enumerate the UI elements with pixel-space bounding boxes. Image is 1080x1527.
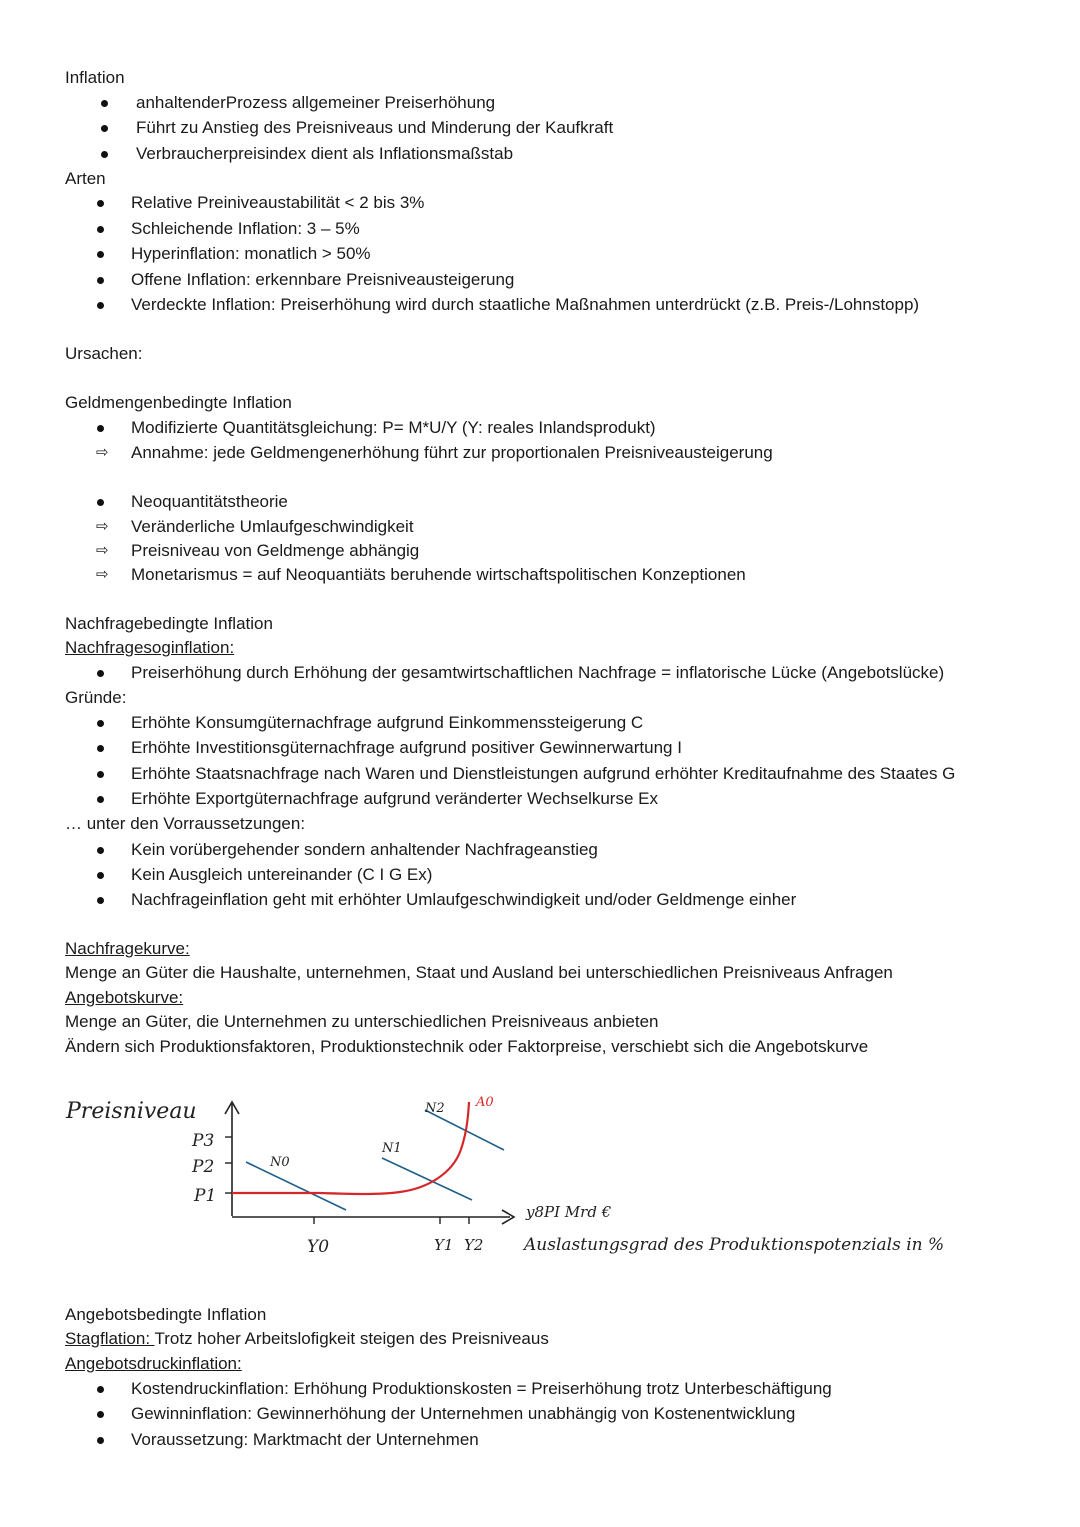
list-item: Erhöhte Exportgüternachfrage aufgrund veränderter Wechselkurse Ex	[131, 789, 658, 808]
label-vorraussetzungen: … unter den Vorraussetzungen:	[65, 814, 306, 833]
arrow-icon: ⇨	[96, 518, 109, 535]
label-n2: N2	[425, 1101, 445, 1116]
bullet-icon	[97, 897, 104, 904]
section-title-nachfrage: Nachfragebedingte Inflation	[65, 614, 273, 633]
section-title-angebot: Angebotsbedingte Inflation	[65, 1305, 267, 1324]
bullet-icon	[97, 872, 104, 879]
list-item: Führt zu Anstieg des Preisniveaus und Minderung der Kaufkraft	[136, 118, 614, 137]
bullet-icon	[97, 499, 104, 506]
subheading-angebotsdruck: Angebotsdruckinflation:	[65, 1354, 242, 1373]
list-item: Voraussetzung: Marktmacht der Unternehmen	[131, 1430, 479, 1449]
list-item: Kostendruckinflation: Erhöhung Produktionskosten = Preiserhöhung trotz Unterbeschäftigung	[131, 1379, 832, 1398]
tick-label-p2: P2	[192, 1157, 215, 1177]
list-item: anhaltenderProzess allgemeiner Preiserhöhung	[136, 93, 496, 112]
tick-label-p3: P3	[192, 1131, 215, 1151]
stagflation-line	[65, 1328, 549, 1350]
label-n0: N0	[270, 1155, 290, 1170]
bullet-icon	[97, 1411, 104, 1418]
list-item: Modifizierte Quantitätsgleichung: P= M*U/Y (Y: reales Inlandsprodukt)	[131, 418, 656, 437]
tick-label-y1: Y1	[434, 1236, 454, 1254]
list-item: Verdeckte Inflation: Preiserhöhung wird durch staatliche Maßnahmen unterdrückt (z.B. Preis-/Lohnstopp)	[131, 295, 920, 314]
arrow-icon: ⇨	[96, 542, 109, 559]
label-gruende: Gründe:	[65, 688, 127, 707]
subheading-nachfragekurve: Nachfragekurve:	[65, 939, 190, 958]
subheading-stagflation: Stagflation:	[65, 1329, 155, 1348]
bullet-icon	[101, 125, 108, 132]
list-item: Veränderliche Umlaufgeschwindigkeit	[131, 517, 414, 536]
list-item: Erhöhte Konsumgüternachfrage aufgrund Einkommenssteigerung C	[131, 713, 644, 732]
subheading-nachfragesog: Nachfragesoginflation:	[65, 638, 235, 657]
y-axis-label: Preisniveau	[66, 1099, 197, 1124]
arrow-icon: ⇨	[96, 566, 109, 583]
tick-label-y2: Y2	[464, 1236, 484, 1254]
label-a0: A0	[476, 1095, 494, 1110]
bullet-icon	[97, 277, 104, 284]
bullet-icon	[97, 302, 104, 309]
demand-curve-n1	[382, 1158, 472, 1200]
arrow-icon: ⇨	[96, 444, 109, 461]
list-item: Nachfrageinflation geht mit erhöhter Umlaufgeschwindigkeit und/oder Geldmenge einher	[131, 890, 797, 909]
bullet-icon	[97, 796, 104, 803]
tick-label-p1: P1	[194, 1186, 217, 1206]
bullet-icon	[97, 251, 104, 258]
list-item: Verbraucherpreisindex dient als Inflationsmaßstab	[136, 144, 514, 163]
bullet-icon	[97, 1386, 104, 1393]
list-item: Annahme: jede Geldmengenerhöhung führt zur proportionalen Preisniveausteigerung	[131, 443, 773, 462]
x-axis-label-1: y8PI Mrd €	[526, 1203, 612, 1221]
bullet-icon	[101, 100, 108, 107]
list-item: Kein Ausgleich untereinander (C I G Ex)	[131, 865, 433, 884]
list-item: Schleichende Inflation: 3 – 5%	[131, 219, 360, 238]
list-item: Gewinninflation: Gewinnerhöhung der Unternehmen unabhängig von Kostenentwicklung	[131, 1404, 796, 1423]
list-item: Preisniveau von Geldmenge abhängig	[131, 541, 420, 560]
bullet-icon	[97, 745, 104, 752]
bullet-icon	[101, 151, 108, 158]
list-item: Relative Preiniveaustabilität < 2 bis 3%	[131, 193, 425, 212]
x-axis-label-2: Auslastungsgrad des Produktionspotenzials in %	[524, 1235, 945, 1255]
bullet-icon	[97, 200, 104, 207]
bullet-icon	[97, 720, 104, 727]
bullet-icon	[97, 670, 104, 677]
list-item: Monetarismus = auf Neoquantiäts beruhende wirtschaftspolitischen Konzeptionen	[131, 565, 746, 584]
list-item: Preiserhöhung durch Erhöhung der gesamtwirtschaftlichen Nachfrage = inflatorische Lücke (Angebotslücke)	[131, 663, 945, 682]
paragraph: Ändern sich Produktionsfaktoren, Produktionstechnik oder Faktorpreise, verschiebt sich die Angebotskurve	[65, 1037, 869, 1056]
list-item: Neoquantitätstheorie	[131, 492, 288, 511]
section-title-arten: Arten	[65, 169, 106, 188]
section-title-inflation: Inflation	[65, 68, 125, 87]
bullet-icon	[97, 425, 104, 432]
demand-curve-n2	[425, 1110, 504, 1150]
list-item: Erhöhte Investitionsgüternachfrage aufgrund positiver Gewinnerwartung I	[131, 738, 682, 757]
list-item: Offene Inflation: erkennbare Preisniveausteigerung	[131, 270, 515, 289]
demand-curve-n0	[246, 1162, 346, 1210]
list-item: Kein vorübergehender sondern anhaltender Nachfrageanstieg	[131, 840, 598, 859]
paragraph: Menge an Güter die Haushalte, unternehmen, Staat und Ausland bei unterschiedlichen Preisniveaus Anfragen	[65, 963, 893, 982]
list-item: Erhöhte Staatsnachfrage nach Waren und Dienstleistungen aufgrund erhöhter Kreditaufnahme des Staates G	[131, 764, 956, 783]
list-item: Hyperinflation: monatlich > 50%	[131, 244, 371, 263]
section-title-geldmenge: Geldmengenbedingte Inflation	[65, 393, 292, 412]
paragraph: Menge an Güter, die Unternehmen zu unterschiedlichen Preisniveaus anbieten	[65, 1012, 659, 1031]
section-title-ursachen: Ursachen:	[65, 344, 143, 363]
bullet-icon	[97, 847, 104, 854]
bullet-icon	[97, 771, 104, 778]
bullet-icon	[97, 226, 104, 233]
supply-demand-diagram	[0, 1080, 1080, 1310]
tick-label-y0: Y0	[307, 1237, 330, 1257]
subheading-angebotskurve: Angebotskurve:	[65, 988, 184, 1007]
bullet-icon	[97, 1437, 104, 1444]
label-n1: N1	[382, 1141, 402, 1156]
stagflation-text: Trotz hoher Arbeitslofigkeit steigen des Preisniveaus	[154, 1329, 549, 1348]
